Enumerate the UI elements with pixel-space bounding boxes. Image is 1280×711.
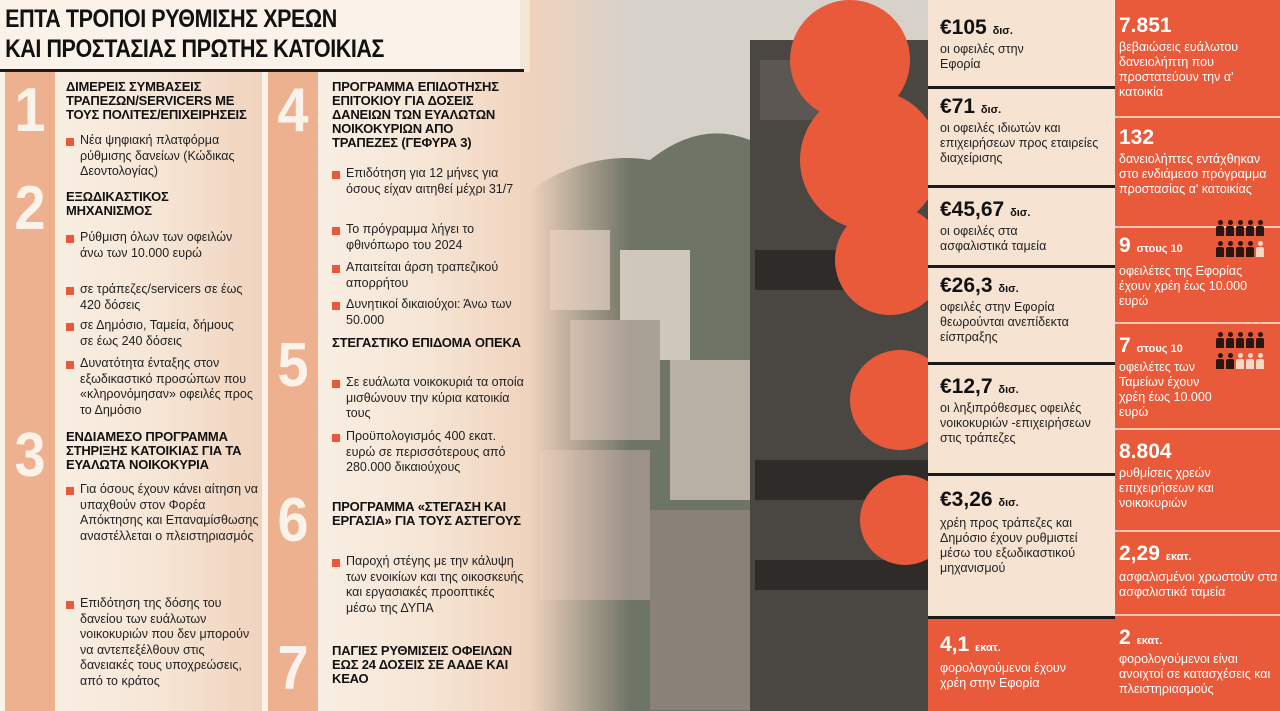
- stat-unit: στους 10: [1136, 343, 1183, 355]
- stat-text: οι οφειλές στην Εφορία: [940, 42, 1024, 71]
- person-icon: [1246, 241, 1254, 257]
- cityscape-illustration: [530, 0, 928, 711]
- stat-text: φορολογούμενοι είναι ανοιχτοί σε κατασχέσεις και πλειστηριασμούς: [1119, 652, 1271, 696]
- stat-text: ασφαλισμένοι χρωστούν στα ασφαλιστικά ταμεία: [1119, 570, 1278, 599]
- stat-text: οι ληξιπρόθεσμες οφειλές νοικοκυριών -επιχειρήσεων στις τράπεζες: [940, 401, 1091, 445]
- divider: [1115, 530, 1280, 532]
- section-bullet: Παροχή στέγης με την κάλυψη των ενοικίων και της οικοσκευής και εργασιακές προοπτικές μέσω της ΔΥΠΑ: [332, 554, 526, 616]
- stat-value: €12,7: [940, 375, 993, 398]
- people-icons-9-of-10: [1215, 220, 1275, 262]
- section-heading: ΔΙΜΕΡΕΙΣ ΣΥΜΒΑΣΕΙΣ ΤΡΑΠΕΖΩΝ/SERVICERS ΜΕ ΤΟΥΣ ΠΟΛΙΤΕΣ/ΕΠΙΧΕΙΡΗΣΕΙΣ: [66, 79, 247, 122]
- stat-unit: εκατ.: [1136, 635, 1163, 647]
- stat-text: χρέη προς τράπεζες και Δημόσιο έχουν ρυθμιστεί μέσω του εξωδικαστικού μηχανισμού: [940, 516, 1078, 575]
- section-heading: ΕΞΩΔΙΚΑΣΤΙΚΟΣ ΜΗΧΑΝΙΣΜΟΣ: [66, 189, 169, 218]
- section-bullet: Απαιτείται άρση τραπεζικού απορρήτου: [332, 260, 526, 291]
- section-bullet: Δυνατότητα ένταξης στον εξωδικαστικό προσώπων που «κληρονόμησαν» οφειλές προς το Δημόσιο: [66, 356, 265, 418]
- stat-text: οφειλέτες της Εφορίας έχουν χρέη έως 10.000 ευρώ: [1119, 264, 1248, 308]
- section-heading: ΠΡΟΓΡΑΜΜΑ «ΣΤΕΓΑΣΗ ΚΑΙ ΕΡΓΑΣΙΑ» ΓΙΑ ΤΟΥΣ ΑΣΤΕΓΟΥΣ: [332, 499, 521, 528]
- person-icon: [1216, 220, 1224, 236]
- section-bullet: Προϋπολογισμός 400 εκατ. ευρώ σε περισσότερους από 280.000 δικαιούχους: [332, 429, 516, 476]
- stat-unit: δισ.: [998, 384, 1019, 396]
- stat-unit: δισ.: [980, 104, 1002, 116]
- section-number: 7: [277, 634, 309, 703]
- person-icon: [1236, 353, 1244, 369]
- section-number: 1: [14, 76, 46, 145]
- person-icon: [1256, 353, 1264, 369]
- divider: [1115, 322, 1280, 324]
- stat-value: 2,29: [1119, 542, 1160, 565]
- section-number: 5: [277, 331, 309, 400]
- stat-box: [928, 0, 1115, 89]
- stat-value: €71: [940, 95, 976, 118]
- stat-text: οι οφειλές ιδιωτών και επιχειρήσεων προς εταιρείες διαχείρισης: [940, 121, 1099, 165]
- section-bullet: Δυνητικοί δικαιούχοι: Άνω των 50.000: [332, 297, 526, 328]
- stats-panel-middle: [928, 0, 1115, 711]
- stat-value: €45,67: [940, 198, 1005, 221]
- stat-box: [928, 268, 1115, 365]
- stats-panel-right: [1115, 0, 1280, 711]
- section-number: 6: [277, 486, 309, 555]
- stat-value: 9: [1119, 234, 1131, 257]
- person-icon: [1226, 332, 1234, 348]
- section-number: 3: [14, 421, 46, 490]
- person-icon: [1226, 220, 1234, 236]
- stat-value: €105: [940, 16, 987, 39]
- stat-box: [928, 89, 1115, 188]
- divider: [1115, 116, 1280, 118]
- divider: [1115, 428, 1280, 430]
- stat-unit: δισ.: [992, 25, 1013, 37]
- person-icon: [1246, 332, 1254, 348]
- person-icon: [1256, 241, 1264, 257]
- person-icon: [1246, 220, 1254, 236]
- number-bar-left: [5, 72, 55, 711]
- stat-value: 132: [1119, 126, 1155, 149]
- person-icon: [1216, 241, 1224, 257]
- stat-value: 7.851: [1119, 14, 1172, 37]
- stat-text: φορολογούμενοι έχουν χρέη στην Εφορία: [940, 661, 1066, 690]
- person-icon: [1236, 220, 1244, 236]
- stat-box: [928, 476, 1115, 619]
- section-bullet: σε τράπεζες/servicers σε έως 420 δόσεις: [66, 282, 250, 313]
- stat-unit: δισ.: [998, 497, 1019, 509]
- stat-value: 8.804: [1119, 440, 1172, 463]
- person-icon: [1236, 241, 1244, 257]
- infographic-title: [0, 0, 520, 70]
- section-bullet: Το πρόγραμμα λήγει το φθινόπωρο του 2024: [332, 222, 526, 253]
- stat-text: οφειλές στην Εφορία θεωρούνται ανεπίδεκτα είσπραξης: [940, 300, 1069, 344]
- section-number: 2: [14, 174, 46, 243]
- section-bullet: Ρύθμιση όλων των οφειλών άνω των 10.000 ευρώ: [66, 230, 250, 261]
- stat-text: δανειολήπτες εντάχθηκαν στο ενδιάμεσο πρόγραμμα προστασίας α' κατοικίας: [1119, 152, 1267, 196]
- section-number: 4: [277, 76, 309, 145]
- section-heading: ΠΑΓΙΕΣ ΡΥΘΜΙΣΕΙΣ ΟΦΕΙΛΩΝ ΕΩΣ 24 ΔΟΣΕΙΣ ΣΕ ΑΑΔΕ ΚΑΙ ΚΕΑΟ: [332, 643, 512, 686]
- section-heading: ΠΡΟΓΡΑΜΜΑ ΕΠΙΔΟΤΗΣΗΣ ΕΠΙΤΟΚΙΟΥ ΓΙΑ ΔΟΣΕΙΣ ΔΑΝΕΙΩΝ ΤΩΝ ΕΥΑΛΩΤΩΝ ΝΟΙΚΟΚΥΡΙΩΝ ΑΠΟ ΤΡΑΠΕΖΕΣ (ΓΕΦΥΡΑ 3): [332, 79, 499, 150]
- stat-box: [928, 365, 1115, 476]
- section-bullet: Επιδότηση για 12 μήνες για όσους είχαν αιτηθεί μέχρι 31/7: [332, 166, 526, 197]
- title-line-2: ΚΑΙ ΠΡΟΣΤΑΣΙΑΣ ΠΡΩΤΗΣ ΚΑΤΟΙΚΙΑΣ: [5, 35, 384, 63]
- section-heading: ΕΝΔΙΑΜΕΣΟ ΠΡΟΓΡΑΜΜΑ ΣΤΗΡΙΞΗΣ ΚΑΤΟΙΚΙΑΣ ΓΙΑ ΤΑ ΕΥΑΛΩΤΑ ΝΟΙΚΟΚΥΡΙΑ: [66, 429, 242, 472]
- section-bullet: Σε ευάλωτα νοικοκυριά τα οποία μισθώνουν την κύρια κατοικία τους: [332, 375, 526, 422]
- stat-unit: δισ.: [998, 283, 1019, 295]
- stat-box: [928, 188, 1115, 268]
- person-icon: [1246, 353, 1254, 369]
- stat-text: οι οφειλές στα ασφαλιστικά ταμεία: [940, 224, 1047, 253]
- section-bullet: Νέα ψηφιακή πλατφόρμα ρύθμισης δανείων (Κώδικας Δεοντολογίας): [66, 133, 260, 180]
- stat-unit: δισ.: [1010, 207, 1031, 219]
- person-icon: [1236, 332, 1244, 348]
- person-icon: [1226, 241, 1234, 257]
- stat-box-highlight: [928, 619, 1115, 711]
- cityscape-photo: [530, 0, 928, 711]
- stat-value: €26,3: [940, 274, 993, 297]
- section-bullet: σε Δημόσιο, Ταμεία, δήμους σε έως 240 δόσεις: [66, 318, 250, 349]
- stat-text: βεβαιώσεις ευάλωτου δανειολήπτη που προστατεύουν την α' κατοικία: [1119, 40, 1239, 99]
- person-icon: [1256, 332, 1264, 348]
- stat-value: 7: [1119, 334, 1131, 357]
- stat-text: οφειλέτες των Ταμείων έχουν χρέη έως 10.000 ευρώ: [1119, 360, 1212, 419]
- stat-unit: εκατ.: [975, 642, 1001, 654]
- stat-value: €3,26: [940, 488, 993, 511]
- person-icon: [1216, 332, 1224, 348]
- section-bullet: Για όσους έχουν κάνει αίτηση να υπαχθούν στον Φορέα Απόκτησης και Επαναμίσθωσης αναστέλλεται ο πλειστηριασμός: [66, 482, 260, 544]
- stat-unit: εκατ.: [1165, 551, 1192, 563]
- divider: [1115, 614, 1280, 616]
- stat-value: 2: [1119, 626, 1131, 649]
- title-line-1: ΕΠΤΑ ΤΡΟΠΟΙ ΡΥΘΜΙΣΗΣ ΧΡΕΩΝ: [5, 5, 337, 33]
- stat-value: 4,1: [940, 633, 970, 656]
- section-heading: ΣΤΕΓΑΣΤΙΚΟ ΕΠΙΔΟΜΑ ΟΠΕΚΑ: [332, 335, 521, 350]
- section-bullet: Επιδότηση της δόσης του δανείου των ευάλωτων νοικοκυριών που δεν μπορούν να αντεπεξέλθουν στις δανειακές τους υποχρεώσεις, από το κράτος: [66, 596, 260, 689]
- person-icon: [1256, 220, 1264, 236]
- stat-text: ρυθμίσεις χρεών επιχειρήσεων και νοικοκυριών: [1119, 466, 1214, 510]
- stat-unit: στους 10: [1136, 243, 1183, 255]
